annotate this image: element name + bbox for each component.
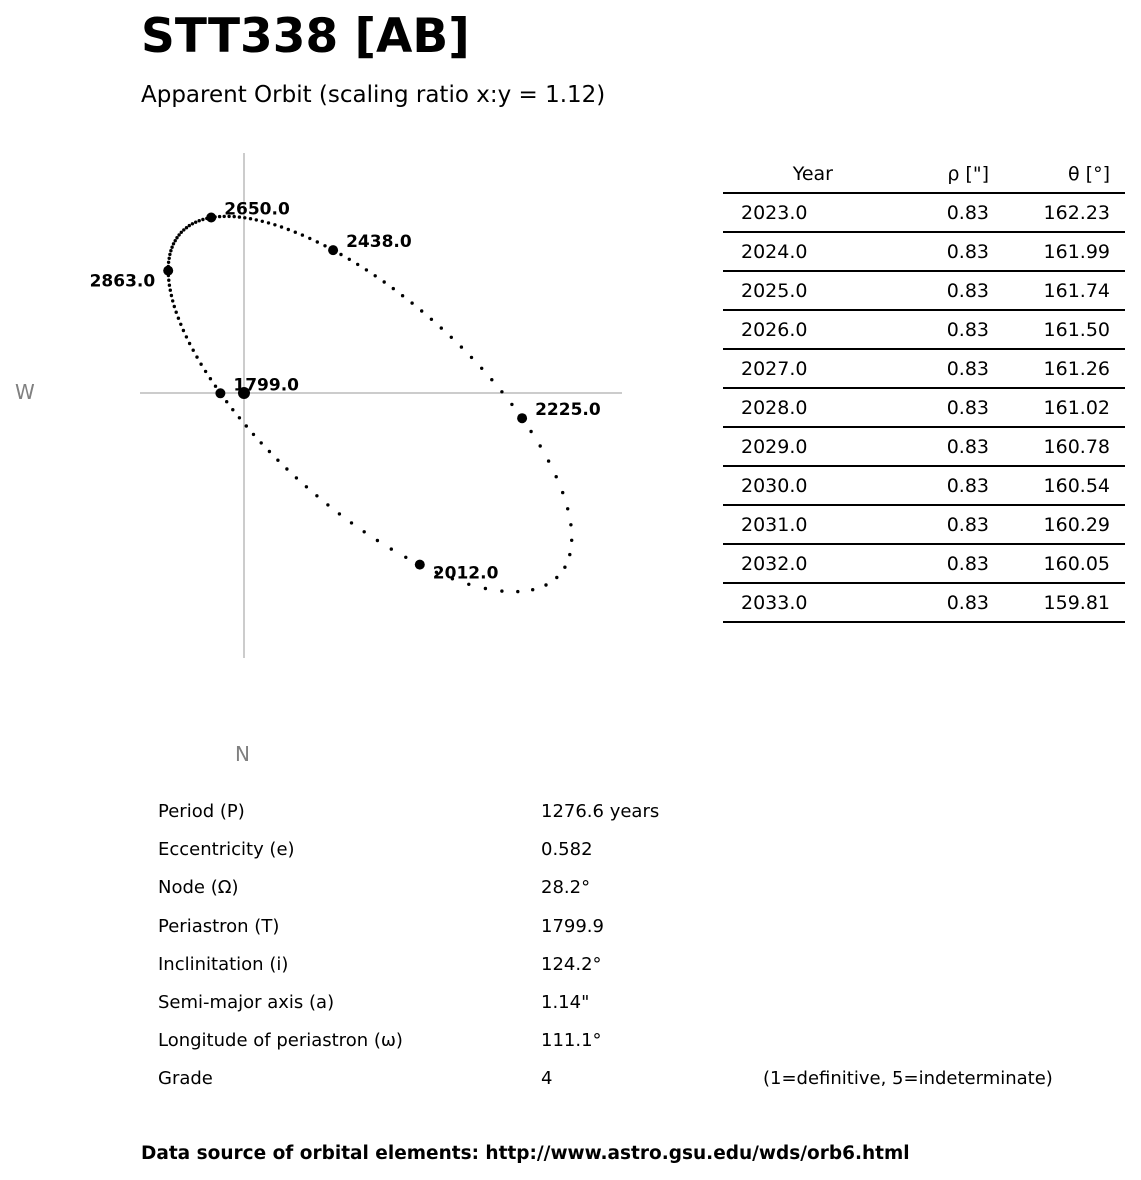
orbit-dot [480, 367, 483, 370]
orbit-dot [363, 530, 366, 533]
orbit-dot [539, 444, 542, 447]
orbit-dot [167, 261, 170, 264]
orbit-dot [305, 485, 308, 488]
orbit-dot [308, 237, 311, 240]
epoch-label-2438-0: 2438.0 [346, 232, 412, 253]
orbit-dot [287, 228, 290, 231]
orbit-dot [188, 224, 191, 227]
orbit-dot [350, 521, 353, 524]
ephemeris-rho-cell: 0.83 [946, 318, 989, 341]
orbit-dot [544, 583, 547, 586]
orbit-dot [267, 221, 270, 224]
element-name: Longitude of periastron (ω) [158, 1030, 403, 1052]
element-name: Semi-major axis (a) [158, 991, 335, 1013]
orbit-dot [285, 467, 288, 470]
ephemeris-year-cell: 2030.0 [741, 474, 808, 497]
orbit-dot [561, 491, 564, 494]
orbit-dot [430, 318, 433, 321]
orbit-dot [268, 450, 271, 453]
orbit-dot [170, 294, 173, 297]
orbit-dot [376, 539, 379, 542]
orbit-dot [356, 263, 359, 266]
orbit-dot [348, 258, 351, 261]
orbit-dot [252, 433, 255, 436]
ephemeris-rho-cell: 0.83 [946, 240, 989, 263]
orbit-dot [225, 400, 228, 403]
ephemeris-rho-cell: 0.83 [946, 357, 989, 380]
element-name: Eccentricity (e) [158, 839, 295, 861]
orbit-dot [231, 408, 234, 411]
element-row [158, 1062, 1118, 1100]
orbit-dot [338, 512, 341, 515]
orbit-dot [201, 218, 204, 221]
ephemeris-row [723, 466, 1125, 505]
ephemeris-rho-cell: 0.83 [946, 435, 989, 458]
orbit-dot [185, 226, 188, 229]
element-row [158, 1024, 1118, 1062]
orbital-elements-list [158, 795, 1118, 1101]
orbit-dot [168, 284, 171, 287]
epoch-label-1799-0: 1799.0 [233, 375, 300, 396]
orbit-dot [470, 356, 473, 359]
orbit-dot [516, 590, 519, 593]
orbit-dot [315, 494, 318, 497]
element-name: Grade [158, 1068, 213, 1090]
ephemeris-theta-cell: 160.78 [1043, 435, 1110, 458]
ephemeris-rho-cell: 0.83 [946, 279, 989, 302]
ephemeris-year-cell: 2026.0 [741, 318, 808, 341]
ephemeris-year-cell: 2024.0 [741, 240, 808, 263]
ephemeris-row [723, 583, 1125, 622]
orbit-dot [168, 253, 171, 256]
ephemeris-row [723, 427, 1125, 466]
orbit-dot [204, 370, 207, 373]
ephemeris-year-cell: 2028.0 [741, 396, 808, 419]
element-row [158, 910, 1118, 948]
ephemeris-row [723, 349, 1125, 388]
orbit-dot [529, 430, 532, 433]
element-value: 0.582 [541, 839, 593, 861]
orbit-dot [326, 503, 329, 506]
orbit-dot [182, 329, 185, 332]
orbit-dot [180, 231, 183, 234]
orbit-dot [484, 587, 487, 590]
orbit-dot [440, 326, 443, 329]
orbit-dot [273, 223, 276, 226]
element-row [158, 986, 1118, 1024]
orbit-dot [191, 222, 194, 225]
element-value: 111.1° [541, 1030, 602, 1052]
element-value: 124.2° [541, 953, 602, 975]
element-name: Periastron (T) [158, 915, 280, 937]
element-value: 1799.9 [541, 915, 604, 937]
ephemeris-theta-cell: 160.54 [1043, 474, 1110, 497]
page-subtitle: Apparent Orbit (scaling ratio x:y = 1.12) [141, 82, 606, 108]
orbit-dot [316, 240, 319, 243]
orbit-dot [547, 459, 550, 462]
orbit-dot [460, 345, 463, 348]
orbit-dot [374, 274, 377, 277]
ephemeris-col-year: Year [792, 162, 833, 185]
orbit-dot [339, 253, 342, 256]
element-row [158, 795, 1118, 833]
ephemeris-theta-cell: 161.74 [1043, 279, 1110, 302]
orbit-dot [198, 219, 201, 222]
orbit-dot [276, 459, 279, 462]
ephemeris-rho-cell: 0.83 [946, 474, 989, 497]
orbit-dot [323, 244, 326, 247]
orbit-dot [214, 385, 217, 388]
orbit-dot [194, 221, 197, 224]
orbit-dot [294, 231, 297, 234]
ephemeris-theta-cell: 159.81 [1043, 591, 1110, 614]
orbit-dot [568, 553, 571, 556]
orbit-dot [569, 523, 572, 526]
epoch-label-2863-0: 2863.0 [89, 271, 156, 292]
orbit-dot [490, 378, 493, 381]
ephemeris-body [723, 193, 1125, 622]
orbit-dots [167, 215, 574, 594]
orbit-dot [175, 236, 178, 239]
orbit-dot [280, 225, 283, 228]
orbit-dot [192, 349, 195, 352]
ephemeris-row [723, 193, 1125, 232]
orbit-dot [182, 228, 185, 231]
ephemeris-year-cell: 2025.0 [741, 279, 808, 302]
orbit-dot [301, 233, 304, 236]
orbit-dot [365, 268, 368, 271]
element-value: 1276.6 years [541, 801, 660, 822]
orbit-epoch-labels [90, 200, 601, 584]
ephemeris-rho-cell: 0.83 [946, 396, 989, 419]
ephemeris-row [723, 232, 1125, 271]
ephemeris-col-rho: ρ ["] [947, 162, 989, 185]
orbit-dot [185, 335, 188, 338]
ephemeris-row [723, 271, 1125, 310]
orbit-plot [0, 140, 700, 780]
epoch-marker-2438-0 [328, 245, 338, 255]
orbit-dot [245, 424, 248, 427]
ephemeris-row [723, 505, 1125, 544]
orbit-dot [570, 539, 573, 542]
element-name: Node (Ω) [158, 877, 239, 899]
orbit-dot [404, 556, 407, 559]
orbit-epoch-markers [163, 213, 527, 570]
orbit-dot [168, 257, 171, 260]
epoch-label-2012-0: 2012.0 [432, 563, 499, 584]
ephemeris-year-cell: 2027.0 [741, 357, 808, 380]
orbit-dot [500, 589, 503, 592]
orbit-dot [420, 309, 423, 312]
orbit-dot [218, 215, 221, 218]
data-source-footer: Data source of orbital elements: http://www.astro.gsu.edu/wds/orb6.html [141, 1143, 910, 1164]
ephemeris-rho-cell: 0.83 [946, 552, 989, 575]
element-row [158, 948, 1118, 986]
orbit-dot [410, 301, 413, 304]
epoch-marker-2012-0 [415, 560, 425, 570]
element-value: 28.2° [541, 877, 591, 899]
orbit-dot [566, 507, 569, 510]
ephemeris-theta-cell: 160.29 [1043, 513, 1110, 536]
epoch-label-2650-0: 2650.0 [224, 199, 290, 220]
orbit-dot [563, 566, 566, 569]
orbit-dot [295, 476, 298, 479]
orbit-dot [450, 336, 453, 339]
orbit-dot [169, 249, 172, 252]
orbit-dot [261, 220, 264, 223]
epoch-label-2225-0: 2225.0 [535, 400, 601, 421]
ephemeris-table [723, 155, 1125, 623]
orbit-dot [555, 475, 558, 478]
epoch-marker-2225-0 [517, 413, 527, 423]
element-value: 1.14" [541, 991, 590, 1013]
ephemeris-col-theta: θ [°] [1068, 162, 1110, 185]
element-value: 4 [541, 1068, 553, 1090]
orbit-dot [260, 441, 263, 444]
orbit-dot [401, 294, 404, 297]
orbit-dot [172, 242, 175, 245]
orbit-dot [500, 390, 503, 393]
page-title: STT338 [AB] [141, 9, 470, 64]
orbit-dot [392, 287, 395, 290]
ephemeris-theta-cell: 161.50 [1043, 318, 1110, 341]
element-note: (1=definitive, 5=indeterminate) [763, 1068, 1053, 1090]
orbit-dot [390, 547, 393, 550]
orbit-dot [531, 588, 534, 591]
orbit-dot [167, 279, 170, 282]
orbit-dot [238, 416, 241, 419]
ephemeris-row [723, 544, 1125, 583]
orbit-dot [555, 576, 558, 579]
element-row [158, 833, 1118, 871]
ephemeris-year-cell: 2032.0 [741, 552, 808, 575]
orbit-dot [174, 239, 177, 242]
orbit-dot [510, 403, 513, 406]
element-row [158, 871, 1118, 909]
orbit-dot [171, 299, 174, 302]
epoch-marker-2863-0 [163, 266, 173, 276]
ephemeris-year-cell: 2023.0 [741, 201, 808, 224]
compass-north: N [235, 742, 250, 766]
epoch-marker-1799-0 [215, 388, 225, 398]
ephemeris-year-cell: 2029.0 [741, 435, 808, 458]
ephemeris-year-cell: 2031.0 [741, 513, 808, 536]
ephemeris-rho-cell: 0.83 [946, 201, 989, 224]
orbit-dot [179, 323, 182, 326]
orbit-dot [209, 377, 212, 380]
ephemeris-theta-cell: 161.26 [1043, 357, 1110, 380]
ephemeris-header-row [723, 155, 1125, 193]
element-name: Period (P) [158, 801, 245, 822]
orbit-dot [177, 317, 180, 320]
orbit-dot [199, 363, 202, 366]
epoch-marker-2650-0 [206, 213, 216, 223]
ephemeris-row [723, 388, 1125, 427]
orbit-dot [173, 305, 176, 308]
orbit-dot [170, 246, 173, 249]
ephemeris-theta-cell: 161.02 [1043, 396, 1110, 419]
compass-west: W [15, 380, 35, 404]
ephemeris-year-cell: 2033.0 [741, 591, 808, 614]
ephemeris-theta-cell: 162.23 [1043, 201, 1110, 224]
orbit-dot [383, 280, 386, 283]
ephemeris-rho-cell: 0.83 [946, 591, 989, 614]
ephemeris-theta-cell: 160.05 [1043, 552, 1110, 575]
orbit-dot [177, 233, 180, 236]
ephemeris-row [723, 310, 1125, 349]
ephemeris-rho-cell: 0.83 [946, 513, 989, 536]
orbit-dot [188, 342, 191, 345]
orbit-dot [195, 355, 198, 358]
element-name: Inclinitation (i) [158, 953, 289, 975]
orbit-dot [175, 311, 178, 314]
orbit-dot [169, 289, 172, 292]
ephemeris-theta-cell: 161.99 [1043, 240, 1110, 263]
